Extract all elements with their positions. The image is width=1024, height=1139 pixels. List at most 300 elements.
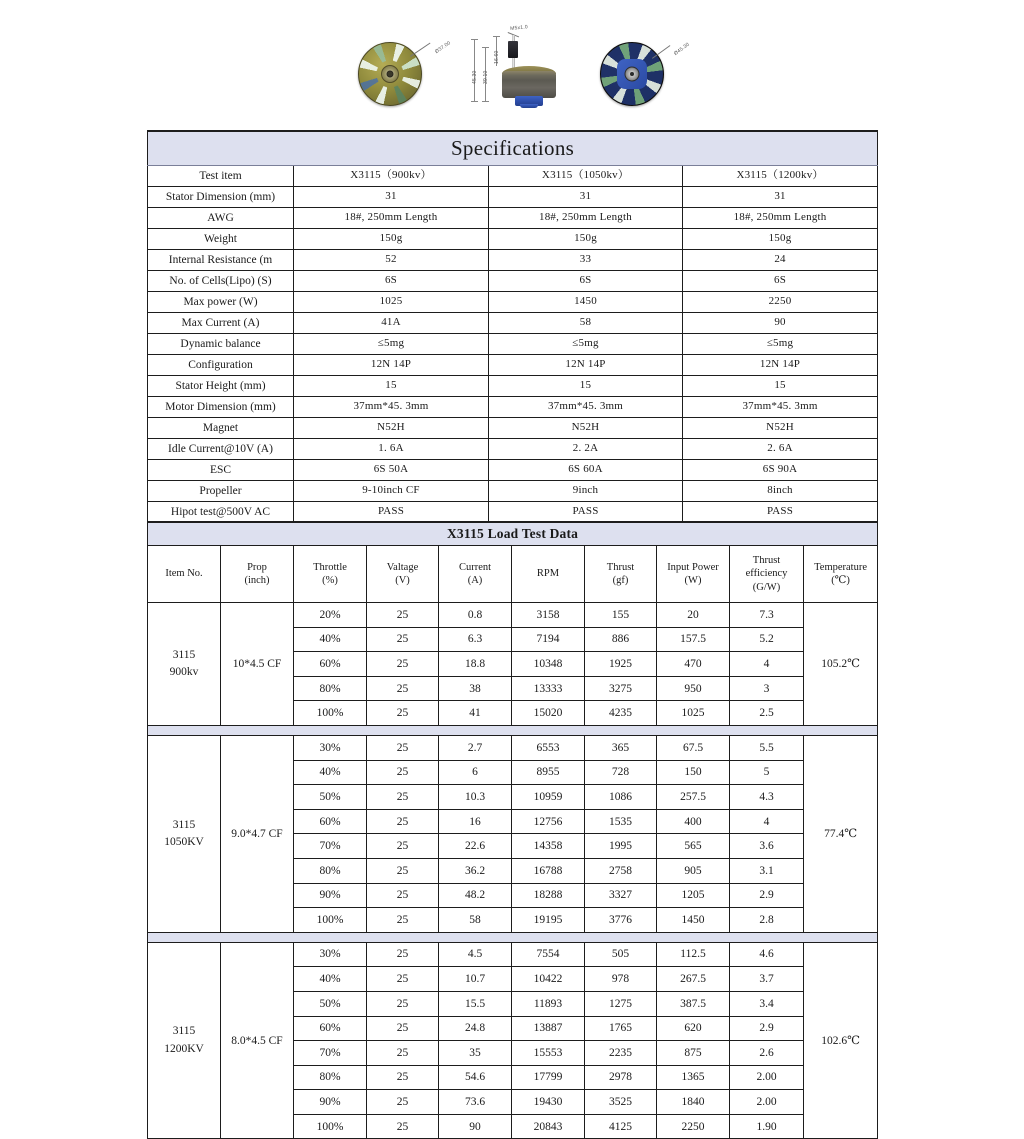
- load-thrust: 4125: [585, 1114, 657, 1139]
- side-view-dimension-39-label: 39.10: [483, 70, 489, 84]
- spec-title: Specifications: [148, 131, 878, 166]
- load-voltage: 25: [367, 858, 439, 883]
- load-input-power: 157.5: [657, 627, 730, 652]
- load-column-header-line3: (G/W): [752, 581, 781, 593]
- load-rpm: 7194: [512, 627, 585, 652]
- spec-row-value: N52H: [489, 418, 683, 439]
- load-current: 24.8: [439, 1016, 512, 1041]
- motor-side-view: [466, 22, 566, 106]
- load-voltage: 25: [367, 676, 439, 701]
- load-thrust: 1925: [585, 652, 657, 677]
- load-rpm: 17799: [512, 1065, 585, 1090]
- load-input-power: 470: [657, 652, 730, 677]
- load-rpm: 12756: [512, 809, 585, 834]
- load-rpm: 13887: [512, 1016, 585, 1041]
- load-rpm: 6553: [512, 735, 585, 760]
- load-group-spacer: [148, 932, 878, 942]
- load-input-power: 387.5: [657, 991, 730, 1016]
- load-current: 18.8: [439, 652, 512, 677]
- load-throttle: 50%: [294, 785, 367, 810]
- load-voltage: 25: [367, 785, 439, 810]
- spec-row-label: Stator Dimension (mm): [148, 187, 294, 208]
- load-thrust: 2978: [585, 1065, 657, 1090]
- load-prop: 9.0*4.7 CF: [221, 735, 294, 932]
- load-rpm: 19430: [512, 1090, 585, 1115]
- spec-row-value: 33: [489, 250, 683, 271]
- spec-row-value: 12N 14P: [489, 355, 683, 376]
- spec-row-label: Weight: [148, 229, 294, 250]
- load-column-header-line2: efficiency: [745, 568, 788, 580]
- load-thrust: 3275: [585, 676, 657, 701]
- load-column-header-line2: (A): [467, 575, 483, 586]
- spec-row-value: 12N 14P: [294, 355, 489, 376]
- load-throttle: 40%: [294, 627, 367, 652]
- spec-row-value: 18#, 250mm Length: [489, 208, 683, 229]
- load-column-header: [512, 546, 585, 603]
- load-column-header: [439, 546, 512, 603]
- spec-row-value: 150g: [294, 229, 489, 250]
- load-item-no-line1: 3115: [172, 818, 196, 831]
- load-rpm: 14358: [512, 834, 585, 859]
- side-view-thread-label: M5x1.0: [510, 24, 529, 32]
- load-column-header-line1: Prop: [247, 561, 267, 573]
- load-current: 36.2: [439, 858, 512, 883]
- spec-row: [148, 208, 878, 229]
- load-throttle: 90%: [294, 883, 367, 908]
- load-data-row: [148, 603, 878, 628]
- load-thrust: 978: [585, 967, 657, 992]
- load-thrust-efficiency: 3: [730, 676, 804, 701]
- load-throttle: 70%: [294, 834, 367, 859]
- load-column-header-line1: Throttle: [313, 561, 347, 573]
- load-column-header: [804, 546, 878, 603]
- load-thrust: 1275: [585, 991, 657, 1016]
- load-voltage: 25: [367, 834, 439, 859]
- load-column-header: [367, 546, 439, 603]
- load-throttle: 60%: [294, 809, 367, 834]
- load-item-no: [148, 603, 221, 726]
- load-throttle: 20%: [294, 603, 367, 628]
- load-thrust-efficiency: 5.2: [730, 627, 804, 652]
- spec-row-value: 15: [489, 376, 683, 397]
- load-current: 22.6: [439, 834, 512, 859]
- spec-row-value: 6S 50A: [294, 460, 489, 481]
- spec-row-value: 6S: [683, 271, 878, 292]
- load-throttle: 100%: [294, 908, 367, 933]
- spec-row-value: 12N 14P: [683, 355, 878, 376]
- load-column-header: [585, 546, 657, 603]
- load-input-power: 1450: [657, 908, 730, 933]
- spec-row-value: 41A: [294, 313, 489, 334]
- motor-bell: [502, 71, 556, 98]
- load-throttle: 80%: [294, 1065, 367, 1090]
- load-thrust-efficiency: 3.7: [730, 967, 804, 992]
- spec-row-value: ≤5mg: [683, 334, 878, 355]
- spec-row-value: 6S 60A: [489, 460, 683, 481]
- spec-row-label: Configuration: [148, 355, 294, 376]
- load-current: 73.6: [439, 1090, 512, 1115]
- load-throttle: 100%: [294, 701, 367, 726]
- load-rpm: 16788: [512, 858, 585, 883]
- spec-row-label: Dynamic balance: [148, 334, 294, 355]
- spec-row-value: N52H: [294, 418, 489, 439]
- load-header-row: [148, 546, 878, 603]
- load-rpm: 15020: [512, 701, 585, 726]
- spec-row: [148, 229, 878, 250]
- spec-row: [148, 376, 878, 397]
- load-rpm: 10422: [512, 967, 585, 992]
- load-thrust: 505: [585, 942, 657, 967]
- side-view-dimension-45-label: 45.30: [472, 70, 478, 84]
- load-voltage: 25: [367, 1016, 439, 1041]
- load-voltage: 25: [367, 701, 439, 726]
- product-image-strip: [0, 0, 1024, 128]
- load-input-power: 267.5: [657, 967, 730, 992]
- spec-row-value: 2250: [683, 292, 878, 313]
- spec-row-value: ≤5mg: [489, 334, 683, 355]
- load-current: 38: [439, 676, 512, 701]
- spec-row: [148, 313, 878, 334]
- load-thrust: 1995: [585, 834, 657, 859]
- side-view-dimension-16-label: 16.60: [494, 50, 500, 64]
- spec-row-value: PASS: [683, 502, 878, 523]
- load-current: 54.6: [439, 1065, 512, 1090]
- load-column-header-line2: (℃): [831, 575, 850, 586]
- spec-row-label: Motor Dimension (mm): [148, 397, 294, 418]
- load-voltage: 25: [367, 883, 439, 908]
- load-rpm: 15553: [512, 1041, 585, 1066]
- load-rpm: 18288: [512, 883, 585, 908]
- load-current: 10.3: [439, 785, 512, 810]
- spec-row-value: 8inch: [683, 481, 878, 502]
- bottom-view-dimension-label: Ø45.30: [673, 41, 691, 57]
- load-column-header: [148, 546, 221, 603]
- load-column-header-line2: (V): [395, 575, 410, 586]
- load-thrust: 3327: [585, 883, 657, 908]
- load-input-power: 20: [657, 603, 730, 628]
- spec-row-value: 2. 6A: [683, 439, 878, 460]
- load-rpm: 10348: [512, 652, 585, 677]
- load-prop: 8.0*4.5 CF: [221, 942, 294, 1139]
- spec-row-value: 37mm*45. 3mm: [683, 397, 878, 418]
- load-throttle: 40%: [294, 760, 367, 785]
- spec-row-value: 9-10inch CF: [294, 481, 489, 502]
- load-item-no-line1: 3115: [172, 648, 196, 661]
- load-column-header-line1: Valtage: [386, 561, 419, 573]
- spec-row-label: Max power (W): [148, 292, 294, 313]
- load-test-title: X3115 Load Test Data: [148, 522, 878, 546]
- spec-row: [148, 355, 878, 376]
- spec-row: [148, 271, 878, 292]
- spec-row-value: 6S: [489, 271, 683, 292]
- load-throttle: 90%: [294, 1090, 367, 1115]
- load-current: 6.3: [439, 627, 512, 652]
- spec-row-value: 37mm*45. 3mm: [294, 397, 489, 418]
- load-thrust-efficiency: 2.5: [730, 701, 804, 726]
- load-current: 58: [439, 908, 512, 933]
- load-voltage: 25: [367, 908, 439, 933]
- load-item-no: [148, 735, 221, 932]
- load-throttle: 40%: [294, 967, 367, 992]
- motor-bottom-view: [600, 41, 691, 104]
- load-column-header-line1: RPM: [536, 568, 560, 580]
- load-thrust-efficiency: 4.3: [730, 785, 804, 810]
- load-thrust-efficiency: 4: [730, 809, 804, 834]
- load-rpm: 8955: [512, 760, 585, 785]
- load-thrust-efficiency: 2.9: [730, 1016, 804, 1041]
- load-rpm: 10959: [512, 785, 585, 810]
- load-input-power: 257.5: [657, 785, 730, 810]
- load-current: 16: [439, 809, 512, 834]
- spec-row: [148, 460, 878, 481]
- load-column-header-line2: (W): [684, 575, 702, 586]
- load-voltage: 25: [367, 627, 439, 652]
- load-input-power: 1365: [657, 1065, 730, 1090]
- load-thrust-efficiency: 2.6: [730, 1041, 804, 1066]
- load-rpm: 11893: [512, 991, 585, 1016]
- spec-row: [148, 502, 878, 523]
- load-throttle: 30%: [294, 735, 367, 760]
- load-column-header: [221, 546, 294, 603]
- load-thrust: 1535: [585, 809, 657, 834]
- load-voltage: 25: [367, 735, 439, 760]
- load-input-power: 565: [657, 834, 730, 859]
- spec-row-label: Idle Current@10V (A): [148, 439, 294, 460]
- load-thrust: 728: [585, 760, 657, 785]
- load-column-header-line2: (gf): [612, 575, 629, 586]
- spec-row-value: 150g: [489, 229, 683, 250]
- spec-row-value: ≤5mg: [294, 334, 489, 355]
- motor-mount-foot: [520, 104, 538, 108]
- load-title-row: [148, 522, 878, 546]
- load-current: 15.5: [439, 991, 512, 1016]
- load-thrust: 3525: [585, 1090, 657, 1115]
- load-item-no-line1: 3115: [172, 1025, 196, 1038]
- load-throttle: 30%: [294, 942, 367, 967]
- spec-row-label: ESC: [148, 460, 294, 481]
- load-thrust: 155: [585, 603, 657, 628]
- load-voltage: 25: [367, 967, 439, 992]
- load-thrust: 365: [585, 735, 657, 760]
- load-current: 10.7: [439, 967, 512, 992]
- load-thrust: 886: [585, 627, 657, 652]
- load-thrust-efficiency: 3.1: [730, 858, 804, 883]
- spec-row: [148, 397, 878, 418]
- load-column-header-line1: Item No.: [165, 568, 203, 580]
- load-input-power: 1840: [657, 1090, 730, 1115]
- load-input-power: 1205: [657, 883, 730, 908]
- spec-row: [148, 292, 878, 313]
- load-current: 6: [439, 760, 512, 785]
- load-test-data-table: [147, 521, 878, 1139]
- load-thrust-efficiency: 2.8: [730, 908, 804, 933]
- load-current: 35: [439, 1041, 512, 1066]
- spec-row-value: 6S 90A: [683, 460, 878, 481]
- spec-row-value: 52: [294, 250, 489, 271]
- spec-row-value: 31: [294, 187, 489, 208]
- load-input-power: 875: [657, 1041, 730, 1066]
- load-column-header-line1: Current: [458, 561, 492, 573]
- load-rpm: 20843: [512, 1114, 585, 1139]
- load-thrust: 1086: [585, 785, 657, 810]
- load-column-header-line2: (inch): [244, 575, 270, 586]
- spec-row-value: 15: [294, 376, 489, 397]
- load-thrust-efficiency: 1.90: [730, 1114, 804, 1139]
- load-column-header: [730, 546, 804, 603]
- spec-column-header: X3115（1200kv）: [683, 166, 878, 187]
- load-throttle: 60%: [294, 1016, 367, 1041]
- spec-header-row: [148, 166, 878, 187]
- load-temperature: 105.2℃: [804, 603, 878, 726]
- load-input-power: 905: [657, 858, 730, 883]
- specifications-table: [147, 130, 878, 544]
- load-rpm: 19195: [512, 908, 585, 933]
- load-item-no-line2: 900kv: [169, 665, 199, 678]
- load-voltage: 25: [367, 942, 439, 967]
- load-input-power: 150: [657, 760, 730, 785]
- load-thrust-efficiency: 4: [730, 652, 804, 677]
- load-current: 4.5: [439, 942, 512, 967]
- load-input-power: 2250: [657, 1114, 730, 1139]
- load-input-power: 620: [657, 1016, 730, 1041]
- load-column-header-line1: Temperature: [814, 561, 868, 573]
- load-temperature: 77.4℃: [804, 735, 878, 932]
- load-thrust-efficiency: 4.6: [730, 942, 804, 967]
- load-thrust-efficiency: 5.5: [730, 735, 804, 760]
- load-rpm: 3158: [512, 603, 585, 628]
- load-voltage: 25: [367, 1041, 439, 1066]
- spec-row-value: PASS: [489, 502, 683, 523]
- load-item-no-line2: 1050KV: [164, 835, 204, 848]
- spec-row-label: Stator Height (mm): [148, 376, 294, 397]
- motor-top-view: [358, 40, 452, 104]
- load-current: 41: [439, 701, 512, 726]
- load-column-header-line1: Thrust: [752, 555, 781, 567]
- load-current: 90: [439, 1114, 512, 1139]
- spec-row-label: AWG: [148, 208, 294, 229]
- load-current: 48.2: [439, 883, 512, 908]
- load-data-row: [148, 942, 878, 967]
- spec-title-row: [148, 131, 878, 166]
- load-voltage: 25: [367, 1090, 439, 1115]
- shaft-cap: [508, 41, 518, 58]
- spec-column-header: X3115（1050kv）: [489, 166, 683, 187]
- spec-row-value: PASS: [294, 502, 489, 523]
- load-throttle: 70%: [294, 1041, 367, 1066]
- spec-row-value: 1. 6A: [294, 439, 489, 460]
- load-temperature: 102.6℃: [804, 942, 878, 1139]
- spec-row-label: Hipot test@500V AC: [148, 502, 294, 523]
- dimension-leader-line: [410, 43, 430, 57]
- load-thrust: 1765: [585, 1016, 657, 1041]
- spec-row: [148, 334, 878, 355]
- load-column-header-line1: Thrust: [606, 561, 635, 573]
- spec-row-label: Max Current (A): [148, 313, 294, 334]
- spec-column-header: Test item: [148, 166, 294, 187]
- load-thrust-efficiency: 2.00: [730, 1090, 804, 1115]
- spec-row-value: 15: [683, 376, 878, 397]
- spec-row: [148, 418, 878, 439]
- spec-row-value: 18#, 250mm Length: [683, 208, 878, 229]
- load-rpm: 7554: [512, 942, 585, 967]
- load-input-power: 950: [657, 676, 730, 701]
- load-thrust-efficiency: 5: [730, 760, 804, 785]
- load-voltage: 25: [367, 991, 439, 1016]
- load-prop: 10*4.5 CF: [221, 603, 294, 726]
- load-item-no: [148, 942, 221, 1139]
- load-input-power: 400: [657, 809, 730, 834]
- load-thrust: 2758: [585, 858, 657, 883]
- spec-row-label: Internal Resistance (m: [148, 250, 294, 271]
- load-input-power: 112.5: [657, 942, 730, 967]
- load-throttle: 60%: [294, 652, 367, 677]
- load-thrust-efficiency: 3.4: [730, 991, 804, 1016]
- spec-row-value: 18#, 250mm Length: [294, 208, 489, 229]
- spec-row-value: 9inch: [489, 481, 683, 502]
- load-thrust: 3776: [585, 908, 657, 933]
- load-group-spacer: [148, 725, 878, 735]
- spec-column-header: X3115（900kv）: [294, 166, 489, 187]
- load-throttle: 80%: [294, 676, 367, 701]
- spec-row-value: 90: [683, 313, 878, 334]
- load-column-header: [657, 546, 730, 603]
- spec-row-value: 150g: [683, 229, 878, 250]
- load-thrust: 2235: [585, 1041, 657, 1066]
- load-current: 2.7: [439, 735, 512, 760]
- load-column-header: [294, 546, 367, 603]
- load-thrust-efficiency: 3.6: [730, 834, 804, 859]
- load-voltage: 25: [367, 652, 439, 677]
- spec-row: [148, 439, 878, 460]
- load-item-no-line2: 1200KV: [164, 1042, 204, 1055]
- load-column-header-line1: Input Power: [667, 561, 719, 573]
- load-throttle: 50%: [294, 991, 367, 1016]
- spec-row-value: 31: [683, 187, 878, 208]
- spec-row-label: Propeller: [148, 481, 294, 502]
- spec-row-value: 1025: [294, 292, 489, 313]
- spec-row-value: 31: [489, 187, 683, 208]
- load-current: 0.8: [439, 603, 512, 628]
- load-column-header-line2: (%): [322, 575, 338, 586]
- spec-row: [148, 250, 878, 271]
- load-thrust: 4235: [585, 701, 657, 726]
- load-input-power: 1025: [657, 701, 730, 726]
- spec-row-value: 6S: [294, 271, 489, 292]
- spec-row-label: Magnet: [148, 418, 294, 439]
- spec-row-label: No. of Cells(Lipo) (S): [148, 271, 294, 292]
- spec-row-value: 1450: [489, 292, 683, 313]
- spec-row-value: 37mm*45. 3mm: [489, 397, 683, 418]
- load-thrust-efficiency: 7.3: [730, 603, 804, 628]
- load-input-power: 67.5: [657, 735, 730, 760]
- top-view-dimension-label: Ø37.00: [434, 40, 452, 55]
- spec-row: [148, 481, 878, 502]
- spec-row-value: N52H: [683, 418, 878, 439]
- spec-row-value: 2. 2A: [489, 439, 683, 460]
- load-voltage: 25: [367, 760, 439, 785]
- load-voltage: 25: [367, 809, 439, 834]
- load-voltage: 25: [367, 1065, 439, 1090]
- load-data-row: [148, 735, 878, 760]
- load-rpm: 13333: [512, 676, 585, 701]
- load-voltage: 25: [367, 603, 439, 628]
- load-voltage: 25: [367, 1114, 439, 1139]
- load-thrust-efficiency: 2.00: [730, 1065, 804, 1090]
- spec-row: [148, 187, 878, 208]
- load-throttle: 80%: [294, 858, 367, 883]
- load-throttle: 100%: [294, 1114, 367, 1139]
- spec-row-value: 24: [683, 250, 878, 271]
